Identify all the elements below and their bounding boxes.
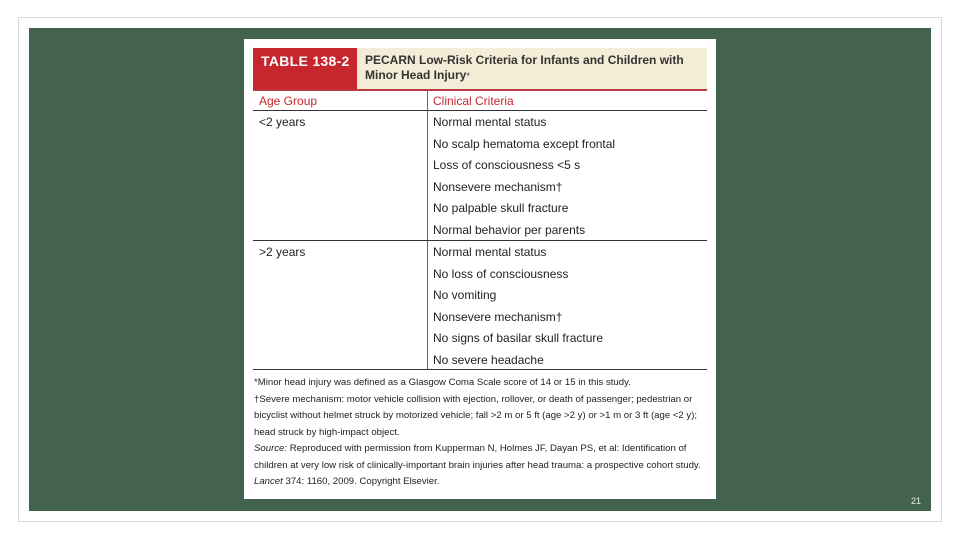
table-bottom-rule bbox=[253, 369, 707, 370]
source-citation-end: 374: 1160, 2009. Copyright Elsevier. bbox=[282, 476, 440, 487]
criterion-cell: Normal mental status bbox=[433, 245, 547, 259]
criterion-cell: No vomiting bbox=[433, 288, 497, 302]
criterion-cell: Loss of consciousness <5 s bbox=[433, 158, 581, 172]
criterion-cell: No signs of basilar skull fracture bbox=[433, 331, 604, 345]
age-group-cell: <2 years bbox=[259, 115, 306, 129]
table-title-bar bbox=[253, 48, 707, 89]
source-citation: Reproduced with permission from Kupperman N, Holmes JF, Dayan PS, et al: Identification of children at very low risk of clinically-important brain injuries after head trauma: a prospective cohort study. bbox=[254, 443, 701, 471]
criterion-cell: Normal mental status bbox=[433, 115, 547, 129]
table-header-row bbox=[253, 89, 707, 111]
footnote-severe-mechanism: †Severe mechanism: motor vehicle collision with ejection, rollover, or death of passenger; pedestrian or bicyclist without helmet struck by motorized vehicle; fall >2 m or 5 ft (age >2 y) or >1 m or 3 ft (age <2 y); head struck by high-impact object. bbox=[254, 393, 698, 438]
criterion-cell: No palpable skull fracture bbox=[433, 201, 569, 215]
criterion-cell: No scalp hematoma except frontal bbox=[433, 136, 616, 151]
criterion-cell: Nonsevere mechanism† bbox=[433, 309, 563, 324]
table-title-mark: * bbox=[466, 71, 470, 81]
table-title bbox=[365, 53, 701, 84]
table-row-group-over-2 bbox=[253, 241, 707, 369]
source-label: Source: bbox=[254, 443, 288, 454]
criterion-cell: No loss of consciousness bbox=[433, 266, 569, 281]
table-title-text: PECARN Low-Risk Criteria for Infants and Children with Minor Head Injury bbox=[365, 53, 684, 82]
column-header-age-group: Age Group bbox=[259, 94, 318, 108]
table-figure bbox=[244, 39, 716, 499]
table-footnotes bbox=[254, 375, 710, 491]
table-row-group-under-2 bbox=[253, 111, 707, 241]
criterion-cell: No severe headache bbox=[433, 352, 544, 367]
column-header-clinical-criteria: Clinical Criteria bbox=[433, 94, 514, 108]
table-number-label: TABLE 138-2 bbox=[253, 48, 357, 89]
footnote-minor-head-injury: *Minor head injury was defined as a Glasgow Coma Scale score of 14 or 15 in this study. bbox=[254, 377, 631, 388]
source-journal: Lancet bbox=[254, 476, 283, 487]
footnote-source bbox=[254, 441, 710, 491]
criterion-cell: Normal behavior per parents bbox=[433, 222, 586, 237]
criterion-cell: Nonsevere mechanism† bbox=[433, 179, 563, 194]
page-number: 21 bbox=[910, 496, 921, 506]
age-group-cell: >2 years bbox=[259, 245, 306, 259]
